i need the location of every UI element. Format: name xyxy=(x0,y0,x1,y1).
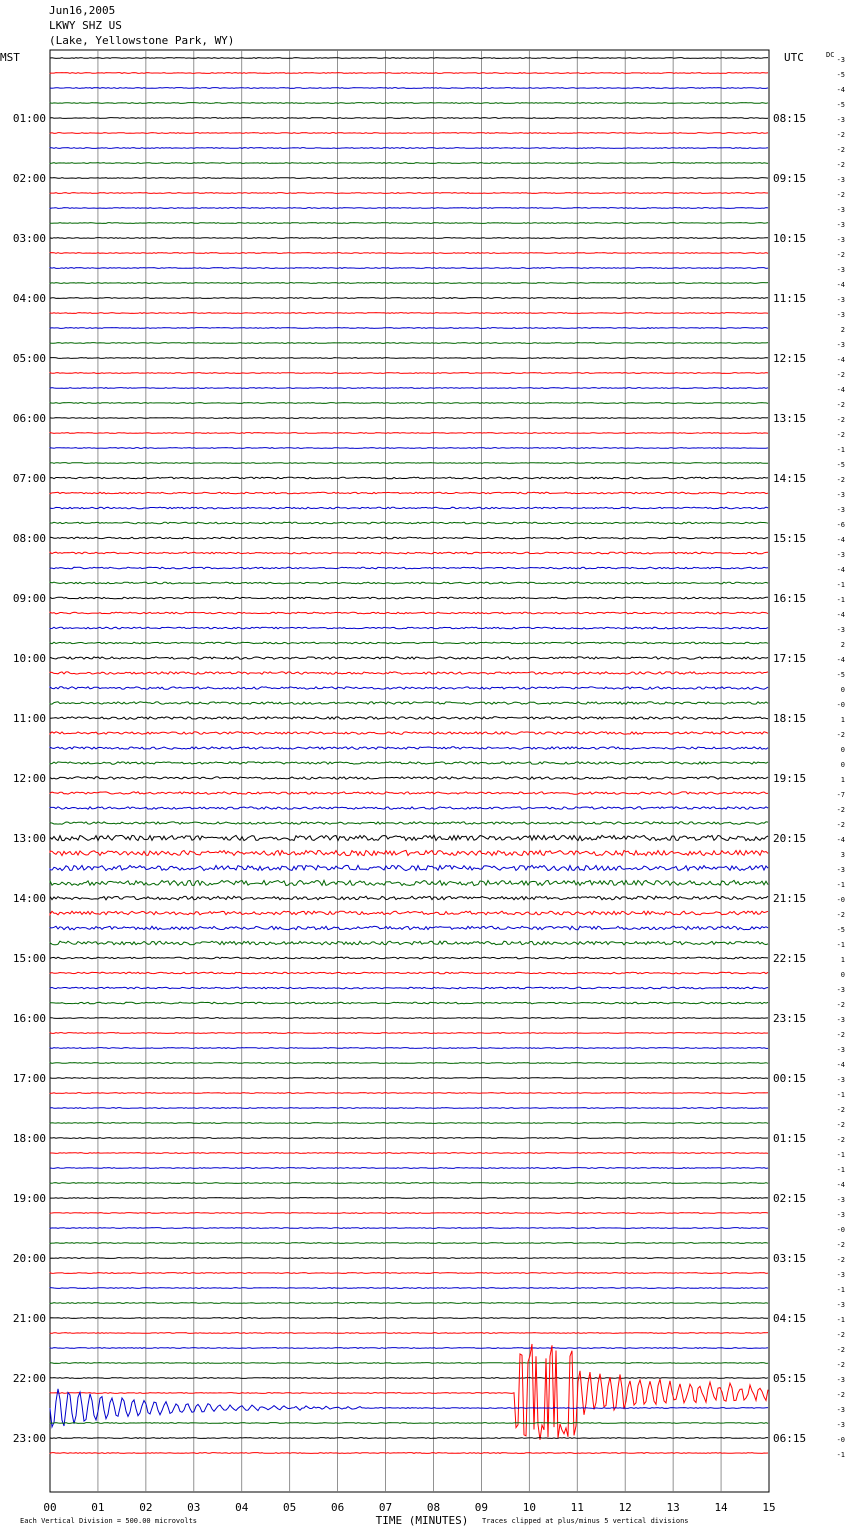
dc-offset-label: -2 xyxy=(836,401,845,409)
dc-offset-label: 1 xyxy=(840,716,845,724)
dc-offset-label: -2 xyxy=(836,1106,845,1114)
trace-line xyxy=(50,1138,768,1139)
dc-offset-label: -5 xyxy=(836,101,845,109)
left-hour-label: 04:00 xyxy=(12,292,46,305)
right-hour-label: 09:15 xyxy=(773,172,807,185)
trace-line xyxy=(50,657,768,659)
dc-offset-label: -4 xyxy=(836,281,845,289)
dc-offset-label: -2 xyxy=(836,251,845,259)
trace-line xyxy=(50,822,768,824)
left-hour-label: 01:00 xyxy=(12,112,46,125)
dc-offset-label: 1 xyxy=(840,956,845,964)
dc-offset-label: -3 xyxy=(836,1271,845,1279)
x-tick-label: 04 xyxy=(235,1501,249,1514)
x-tick-label: 10 xyxy=(522,1501,536,1514)
trace-line xyxy=(50,492,768,494)
trace-line xyxy=(50,1048,768,1049)
trace-line xyxy=(50,1288,768,1289)
left-hour-label: 17:00 xyxy=(12,1072,46,1085)
dc-offset-label: 1 xyxy=(840,776,845,784)
dc-offset-label: -1 xyxy=(836,1151,845,1159)
dc-offset-label: -1 xyxy=(836,596,845,604)
left-hour-label: 10:00 xyxy=(12,652,46,665)
dc-offset-label: -2 xyxy=(836,1331,845,1339)
trace-line xyxy=(50,343,768,344)
trace-line xyxy=(50,850,768,855)
plot-frame xyxy=(50,50,769,1492)
left-hour-label: 23:00 xyxy=(12,1432,46,1445)
left-hour-label: 21:00 xyxy=(12,1312,46,1325)
dc-offset-label: -1 xyxy=(836,1286,845,1294)
dc-offset-label: -2 xyxy=(836,146,845,154)
right-hour-label: 06:15 xyxy=(773,1432,807,1445)
dc-offset-label: -2 xyxy=(836,1361,845,1369)
dc-offset-label: -3 xyxy=(836,1046,845,1054)
dc-offset-label: -3 xyxy=(836,1196,845,1204)
dc-offset-label: 0 xyxy=(840,686,845,694)
right-hour-label: 02:15 xyxy=(773,1192,807,1205)
dc-offset-label: -2 xyxy=(836,161,845,169)
x-tick-label: 07 xyxy=(378,1501,393,1514)
trace-line xyxy=(50,1303,768,1304)
trace-line xyxy=(50,747,768,749)
right-hour-label: 10:15 xyxy=(773,232,807,245)
dc-offset-label: -3 xyxy=(836,1076,845,1084)
trace-line xyxy=(50,103,768,104)
trace-line xyxy=(50,642,768,644)
right-hour-label: 05:15 xyxy=(773,1372,807,1385)
dc-offset-label: -0 xyxy=(836,896,845,904)
x-tick-label: 14 xyxy=(714,1501,728,1514)
trace-line xyxy=(50,687,768,689)
left-hour-label: 22:00 xyxy=(12,1372,46,1385)
dc-offset-label: -3 xyxy=(836,236,845,244)
trace-line xyxy=(50,911,768,915)
dc-offset-label: -3 xyxy=(836,1376,845,1384)
dc-offset-label: -2 xyxy=(836,1391,845,1399)
dc-offset-label: -3 xyxy=(836,1016,845,1024)
trace-line xyxy=(50,777,768,779)
trace-line xyxy=(50,612,768,614)
dc-offset-label: -3 xyxy=(836,56,845,64)
scale-note: Each Vertical Division = 500.00 microvolts xyxy=(20,1517,198,1525)
trace-line xyxy=(50,865,768,870)
dc-offset-label: -3 xyxy=(836,491,845,499)
x-tick-label: 03 xyxy=(187,1501,201,1514)
dc-offset-label: -3 xyxy=(836,1406,845,1414)
dc-offset-label: 2 xyxy=(840,641,845,649)
dc-offset-label: -5 xyxy=(836,71,845,79)
left-hour-label: 05:00 xyxy=(12,352,46,365)
trace-line xyxy=(50,1273,768,1274)
x-tick-label: 11 xyxy=(570,1501,584,1514)
left-hour-label: 06:00 xyxy=(12,412,46,425)
trace-line xyxy=(50,88,768,89)
trace-line xyxy=(50,537,768,539)
dc-offset-label: -4 xyxy=(836,611,845,619)
dc-offset-label: -2 xyxy=(836,1031,845,1039)
right-hour-label: 15:15 xyxy=(773,532,807,545)
trace-line xyxy=(50,1243,768,1244)
x-tick-label: 15 xyxy=(762,1501,776,1514)
trace-line xyxy=(50,717,768,719)
dc-offset-label: -3 xyxy=(836,176,845,184)
trace-line xyxy=(50,896,768,900)
dc-offset-label: -3 xyxy=(836,221,845,229)
dc-offset-label: -4 xyxy=(836,86,845,94)
dc-offset-label: 2 xyxy=(840,326,845,334)
trace-line xyxy=(50,582,768,584)
x-tick-label: 08 xyxy=(426,1501,441,1514)
dc-offset-label: -3 xyxy=(836,1211,845,1219)
right-hour-label: 20:15 xyxy=(773,832,807,845)
date-label: Jun16,2005 xyxy=(49,4,116,17)
dc-offset-label: -1 xyxy=(836,1166,845,1174)
trace-line xyxy=(50,477,768,479)
trace-line xyxy=(50,1344,768,1440)
dc-offset-label: -3 xyxy=(836,866,845,874)
right-timezone-label: UTC xyxy=(784,51,804,64)
trace-line xyxy=(50,358,768,359)
dc-offset-label: -2 xyxy=(836,416,845,424)
dc-offset-label: -3 xyxy=(836,551,845,559)
trace-line xyxy=(50,522,768,524)
dc-offset-label: -2 xyxy=(836,731,845,739)
dc-offset-label: -4 xyxy=(836,836,845,844)
dc-offset-label: -2 xyxy=(836,1241,845,1249)
trace-line xyxy=(50,1153,768,1154)
left-hour-label: 08:00 xyxy=(12,532,46,545)
dc-offset-label: -2 xyxy=(836,821,845,829)
dc-offset-label: -1 xyxy=(836,1316,845,1324)
dc-offset-label: -3 xyxy=(836,1421,845,1429)
dc-offset-label: -4 xyxy=(836,386,845,394)
right-hour-label: 12:15 xyxy=(773,352,807,365)
left-hour-label: 07:00 xyxy=(12,472,46,485)
right-hour-label: 04:15 xyxy=(773,1312,807,1325)
x-tick-label: 06 xyxy=(330,1501,345,1514)
trace-line xyxy=(50,552,768,554)
left-hour-label: 02:00 xyxy=(12,172,46,185)
right-hour-label: 23:15 xyxy=(773,1012,807,1025)
left-hour-label: 11:00 xyxy=(12,712,46,725)
dc-offset-label: -2 xyxy=(836,371,845,379)
left-hour-label: 16:00 xyxy=(12,1012,46,1025)
trace-line xyxy=(50,298,768,299)
dc-offset-label: -4 xyxy=(836,566,845,574)
trace-line xyxy=(50,507,768,509)
left-hour-label: 09:00 xyxy=(12,592,46,605)
dc-offset-label: -2 xyxy=(836,1346,845,1354)
trace-line xyxy=(50,627,768,629)
trace-line xyxy=(50,313,768,314)
left-hour-label: 20:00 xyxy=(12,1252,46,1265)
trace-line xyxy=(50,1423,768,1424)
trace-line xyxy=(50,148,768,149)
trace-line xyxy=(50,1002,768,1004)
trace-line xyxy=(50,223,768,224)
right-hour-label: 03:15 xyxy=(773,1252,807,1265)
dc-offset-label: -3 xyxy=(836,506,845,514)
dc-offset-label: -1 xyxy=(836,446,845,454)
trace-line xyxy=(50,253,768,254)
trace-line xyxy=(50,328,768,329)
trace-line xyxy=(50,1168,768,1169)
right-hour-label: 08:15 xyxy=(773,112,807,125)
dc-offset-label: -3 xyxy=(836,116,845,124)
trace-line xyxy=(50,597,768,599)
trace-line xyxy=(50,1093,768,1094)
dc-offset-label: -4 xyxy=(836,356,845,364)
left-hour-label: 14:00 xyxy=(12,892,46,905)
dc-offset-label: 0 xyxy=(840,746,845,754)
trace-line xyxy=(50,238,768,239)
trace-line xyxy=(50,163,768,164)
trace-line xyxy=(50,1183,768,1184)
trace-line xyxy=(50,118,768,119)
dc-offset-label: -2 xyxy=(836,1001,845,1009)
trace-line xyxy=(50,58,768,59)
left-hour-label: 15:00 xyxy=(12,952,46,965)
dc-offset-label: -5 xyxy=(836,461,845,469)
dc-offset-label: -2 xyxy=(836,1121,845,1129)
trace-line xyxy=(50,373,768,374)
trace-line xyxy=(50,1018,768,1019)
trace-line xyxy=(50,807,768,809)
right-hour-label: 22:15 xyxy=(773,952,807,965)
trace-line xyxy=(50,73,768,74)
trace-line xyxy=(50,1123,768,1124)
left-hour-label: 03:00 xyxy=(12,232,46,245)
trace-line xyxy=(50,418,768,419)
trace-line xyxy=(50,1348,768,1349)
trace-line xyxy=(50,792,768,794)
trace-line xyxy=(50,268,768,269)
trace-line xyxy=(50,941,768,945)
trace-line xyxy=(50,1438,768,1439)
trace-line xyxy=(50,1333,768,1334)
dc-offset-label: -5 xyxy=(836,671,845,679)
trace-line xyxy=(50,133,768,134)
left-hour-label: 18:00 xyxy=(12,1132,46,1145)
trace-line xyxy=(50,835,768,840)
dc-offset-label: -4 xyxy=(836,536,845,544)
trace-line xyxy=(50,433,768,434)
right-hour-label: 18:15 xyxy=(773,712,807,725)
clip-note: Traces clipped at plus/minus 5 vertical divisions xyxy=(482,1517,689,1525)
dc-offset-label: -0 xyxy=(836,1226,845,1234)
trace-line xyxy=(50,1318,768,1319)
trace-line xyxy=(50,672,768,674)
x-tick-label: 00 xyxy=(43,1501,57,1514)
x-tick-label: 09 xyxy=(474,1501,489,1514)
trace-line xyxy=(50,926,768,930)
dc-offset-label: -4 xyxy=(836,656,845,664)
dc-offset-label: -2 xyxy=(836,191,845,199)
dc-offset-label: -3 xyxy=(836,206,845,214)
dc-offset-label: -2 xyxy=(836,806,845,814)
trace-line xyxy=(50,1378,768,1379)
dc-offset-label: 0 xyxy=(840,761,845,769)
trace-line xyxy=(50,208,768,209)
x-tick-label: 12 xyxy=(618,1501,632,1514)
dc-offset-label: -3 xyxy=(836,341,845,349)
dc-offset-label: -4 xyxy=(836,1061,845,1069)
right-hour-label: 19:15 xyxy=(773,772,807,785)
x-tick-label: 13 xyxy=(666,1501,680,1514)
dc-offset-label: -0 xyxy=(836,701,845,709)
dc-offset-label: -3 xyxy=(836,266,845,274)
trace-line xyxy=(50,880,768,885)
trace-line xyxy=(50,178,768,179)
dc-offset-label: -2 xyxy=(836,911,845,919)
trace-line xyxy=(50,1078,768,1079)
trace-line xyxy=(50,567,768,569)
dc-offset-label: -2 xyxy=(836,476,845,484)
trace-line xyxy=(50,463,768,464)
dc-offset-label: -3 xyxy=(836,626,845,634)
trace-line xyxy=(50,1198,768,1199)
right-hour-label: 11:15 xyxy=(773,292,807,305)
dc-offset-label: 0 xyxy=(840,971,845,979)
dc-offset-label: -3 xyxy=(836,296,845,304)
trace-line xyxy=(50,403,768,404)
dc-offset-label: -4 xyxy=(836,1181,845,1189)
trace-line xyxy=(50,1228,768,1229)
trace-line xyxy=(50,388,768,389)
right-hour-label: 14:15 xyxy=(773,472,807,485)
dc-offset-label: -1 xyxy=(836,1091,845,1099)
right-hour-label: 00:15 xyxy=(773,1072,807,1085)
dc-offset-label: -6 xyxy=(836,521,845,529)
trace-line xyxy=(50,448,768,449)
dc-offset-label: -5 xyxy=(836,926,845,934)
trace-line xyxy=(50,702,768,704)
right-hour-label: 13:15 xyxy=(773,412,807,425)
dc-offset-label: -2 xyxy=(836,131,845,139)
left-hour-label: 13:00 xyxy=(12,832,46,845)
right-hour-label: 21:15 xyxy=(773,892,807,905)
dc-offset-label: -2 xyxy=(836,1256,845,1264)
dc-offset-label: -3 xyxy=(836,311,845,319)
trace-line xyxy=(50,1389,768,1427)
trace-line xyxy=(50,972,768,974)
left-timezone-label: MST xyxy=(0,51,20,64)
trace-line xyxy=(50,732,768,734)
trace-line xyxy=(50,193,768,194)
trace-line xyxy=(50,1063,768,1064)
station-label: LKWY SHZ US xyxy=(49,19,122,32)
x-tick-label: 01 xyxy=(91,1501,105,1514)
trace-line xyxy=(50,1108,768,1109)
dc-offset-label: -2 xyxy=(836,431,845,439)
trace-line xyxy=(50,1213,768,1214)
trace-line xyxy=(50,987,768,989)
dc-offset-label: -3 xyxy=(836,1301,845,1309)
dc-offset-label: 3 xyxy=(840,851,845,859)
trace-line xyxy=(50,762,768,764)
right-hour-label: 17:15 xyxy=(773,652,807,665)
x-tick-label: 05 xyxy=(283,1501,297,1514)
dc-offset-label: -1 xyxy=(836,581,845,589)
left-hour-label: 12:00 xyxy=(12,772,46,785)
right-hour-label: 16:15 xyxy=(773,592,807,605)
left-hour-label: 19:00 xyxy=(12,1192,46,1205)
dc-offset-label: -0 xyxy=(836,1436,845,1444)
dc-offset-label: -2 xyxy=(836,1136,845,1144)
x-axis-title: TIME (MINUTES) xyxy=(375,1514,469,1527)
trace-line xyxy=(50,1258,768,1259)
dc-offset-label: -7 xyxy=(836,791,845,799)
trace-line xyxy=(50,1363,768,1364)
x-tick-label: 02 xyxy=(139,1501,153,1514)
trace-line xyxy=(50,1033,768,1034)
trace-line xyxy=(50,283,768,284)
dc-offset-label: -1 xyxy=(836,1451,845,1459)
dc-label: DC xyxy=(826,51,835,59)
location-label: (Lake, Yellowstone Park, WY) xyxy=(49,34,235,47)
dc-offset-label: -1 xyxy=(836,941,845,949)
dc-offset-label: -1 xyxy=(836,881,845,889)
trace-line xyxy=(50,957,768,959)
dc-offset-label: -3 xyxy=(836,986,845,994)
trace-line xyxy=(50,1453,768,1454)
right-hour-label: 01:15 xyxy=(773,1132,807,1145)
